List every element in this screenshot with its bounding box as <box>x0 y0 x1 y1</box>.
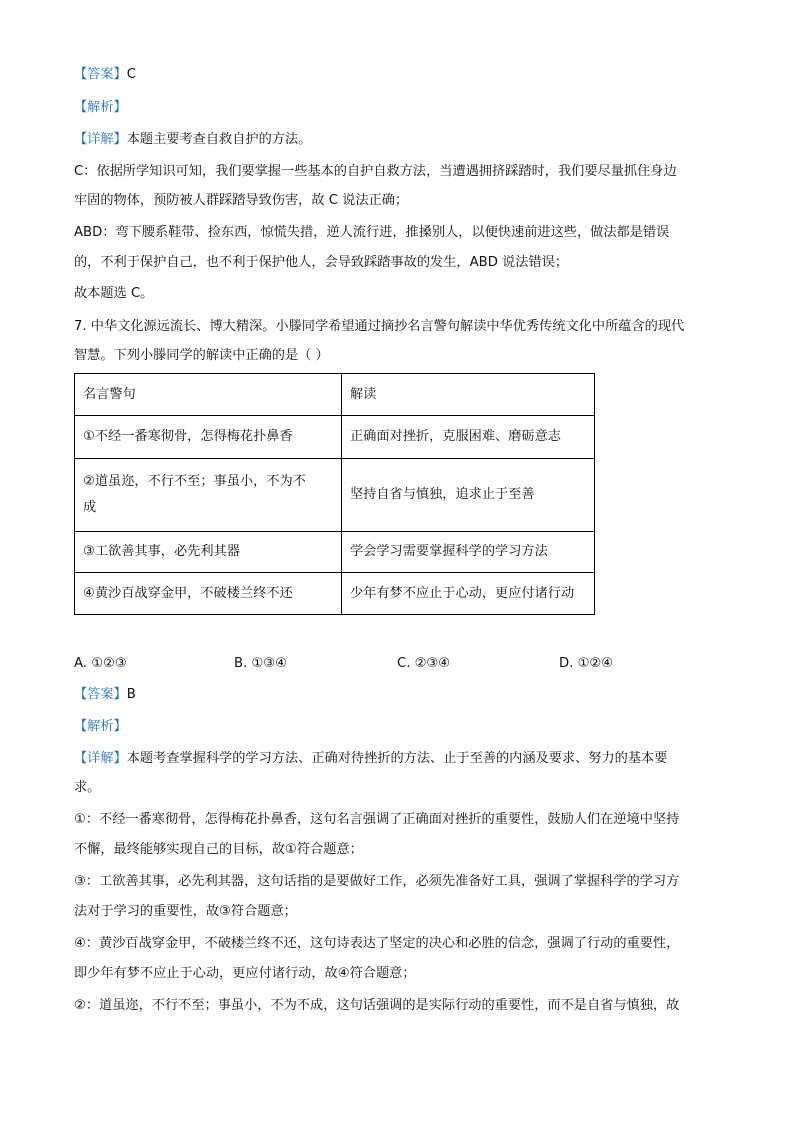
table-row <box>75 459 595 532</box>
table-header-row <box>75 374 595 416</box>
table-row <box>75 532 595 573</box>
paragraph-line: ④：黄沙百战穿金甲，不破楼兰终不还，这句诗表达了坚定的决心和必胜的信念，强调了行动的重要性， <box>74 936 680 951</box>
option-text: ①②④ <box>577 656 614 671</box>
paragraph-line: 法对于学习的重要性，故③符合题意； <box>74 904 297 919</box>
answer-line-1 <box>74 66 136 84</box>
table-cell-reading: 少年有梦不应止于心动，更应付诸行动 <box>342 573 595 615</box>
paragraph-line: 的，不利于保护自己，也不利于保护他人，会导致踩踏事故的发生，ABD 说法错误； <box>74 255 568 270</box>
question-stem-line: 智慧。下列小滕同学的解读中正确的是（ ） <box>74 348 329 363</box>
table-cell-quote: ④黄沙百战穿金甲，不破楼兰终不还 <box>75 573 342 615</box>
analysis-tag: 【解析】 <box>74 719 127 734</box>
option-text: ①②③ <box>91 656 127 671</box>
paragraph-line: ABD：弯下腰系鞋带、捡东西，惊慌失措，逆人流行进，推搡别人，以便快速前进这些，做法都是错误 <box>74 225 670 240</box>
answer-tag: 【答案】 <box>74 687 127 702</box>
table-cell-quote-line: 成 <box>83 500 97 515</box>
paragraph-line: ③：工欲善其事，必先利其器，这句话指的是要做好工作，必须先准备好工具，强调了掌握科学的学习方 <box>74 874 680 889</box>
paragraph-line: 牢固的物体，预防被人群踩踏导致伤害，故 C 说法正确； <box>74 193 409 208</box>
table-cell-quote-line: ②道虽迩，不行不至；事虽小，不为不 <box>83 474 306 489</box>
detail-line <box>74 131 311 149</box>
option-text: ①③④ <box>251 656 287 671</box>
answer-value: B <box>126 687 136 702</box>
paragraph-line: 求。 <box>74 780 101 795</box>
table-cell-reading: 正确面对挫折，克服困难、磨砺意志 <box>342 416 595 459</box>
paragraph-line: ②：道虽迩，不行不至；事虽小，不为不成，这句话强调的是实际行动的重要性，而不是自省与慎独，故 <box>74 998 680 1013</box>
option-text: ②③④ <box>414 656 451 671</box>
option-letter: A. <box>74 656 87 671</box>
analysis-tag: 【解析】 <box>74 100 127 115</box>
option-d <box>559 655 613 673</box>
option-letter: C. <box>397 656 411 671</box>
question-stem-line: 7. 中华文化源远流长、博大精深。小滕同学希望通过摘抄名言警句解读中华优秀传统文化中所蕴含的现代 <box>74 319 685 334</box>
detail-tag: 【详解】 <box>74 132 127 147</box>
option-a <box>74 655 127 673</box>
paragraph-line: C：依据所学知识可知，我们要掌握一些基本的自护自救方法，当遭遇拥挤踩踏时，我们要尽量抓住身边 <box>74 164 677 179</box>
option-letter: D. <box>559 656 574 671</box>
detail-line <box>74 750 667 768</box>
table-row <box>75 573 595 615</box>
paragraph-line: 即少年有梦不应止于心动，更应付诸行动，故④符合题意； <box>74 966 416 981</box>
paragraph-line: 不懈，最终能够实现自己的目标，故①符合题意； <box>74 842 363 857</box>
option-letter: B. <box>234 656 248 671</box>
table-row <box>75 416 595 459</box>
table-header-cell: 解读 <box>342 374 595 416</box>
table-header-cell: 名言警句 <box>75 374 342 416</box>
paragraph-line: ①：不经一番寒彻骨，怎得梅花扑鼻香，这句名言强调了正确面对挫折的重要性，鼓励人们在逆境中坚持 <box>74 812 680 827</box>
option-c <box>397 655 450 673</box>
detail-text: 本题主要考查自救自护的方法。 <box>126 132 312 147</box>
option-b <box>234 655 287 673</box>
table-cell-quote: ③工欲善其事，必先利其器 <box>75 532 342 573</box>
table-cell-quote <box>75 459 342 532</box>
answer-value: C <box>126 67 136 82</box>
detail-tag: 【详解】 <box>74 751 127 766</box>
detail-text: 本题考查掌握科学的学习方法、正确对待挫折的方法、止于至善的内涵及要求、努力的基本要 <box>126 751 668 766</box>
table-cell-reading: 坚持自省与慎独，追求止于至善 <box>342 459 595 532</box>
conclusion-line: 故本题选 C。 <box>74 286 154 301</box>
answer-line-2 <box>74 686 136 704</box>
table-cell-reading: 学会学习需要掌握科学的学习方法 <box>342 532 595 573</box>
table-cell-quote: ①不经一番寒彻骨，怎得梅花扑鼻香 <box>75 416 342 459</box>
quotes-table <box>74 373 595 615</box>
answer-tag: 【答案】 <box>74 67 127 82</box>
